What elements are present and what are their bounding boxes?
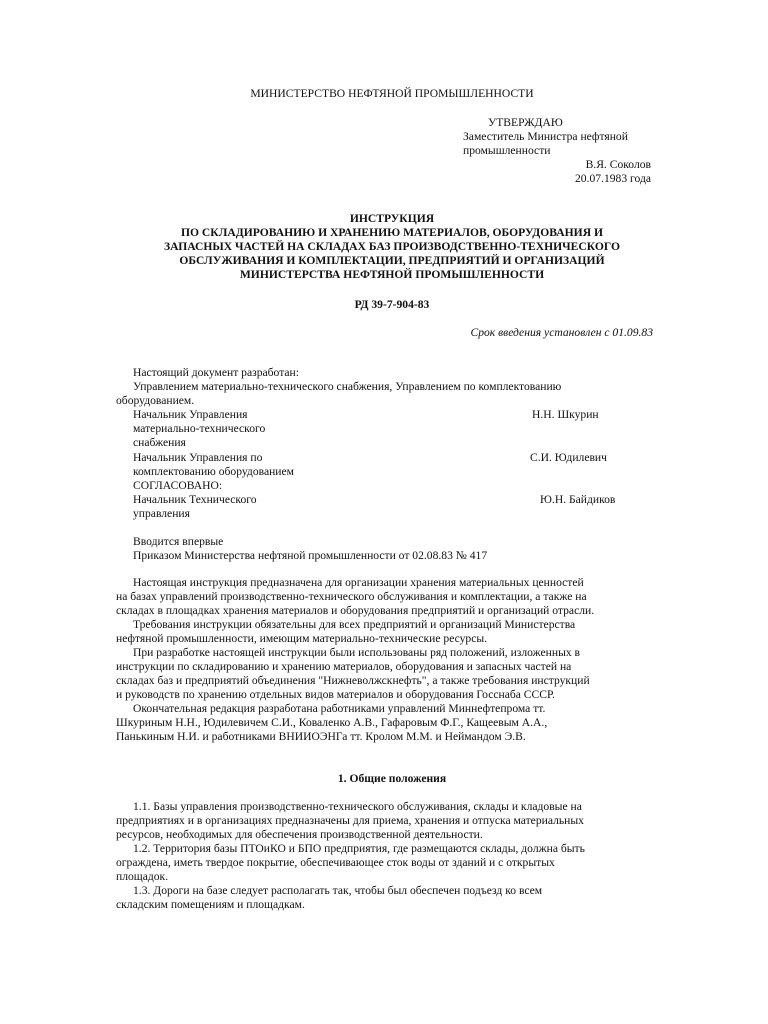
preamble-p1-l3: складах в площадках хранения материалов и оборудования предприятий и организаций отрасли.: [116, 604, 595, 617]
section-1-heading: 1. Общие положения: [337, 772, 447, 785]
developed-intro: Настоящий документ разработан:: [133, 366, 299, 379]
effective-date: Срок введения установлен с 01.09.83: [470, 326, 653, 339]
agreed-label: СОГЛАСОВАНО:: [133, 479, 223, 492]
signatory-1-line3: снабжения: [133, 436, 186, 449]
signatory-1-line2: материально-технического: [133, 422, 266, 435]
preamble-p1-l2: на базах управлений производственно-технического обслуживания и комплектации, а также на: [116, 590, 587, 603]
section-1-item2-l2: ограждена, иметь твердое покрытие, обеспечивающее сток воды от зданий и с открытых: [116, 856, 555, 869]
introduced-line1: Вводится впервые: [133, 535, 224, 548]
approval-position-line1: Заместитель Министра нефтяной: [463, 130, 628, 143]
signatory-3-line1: Начальник Технического: [133, 493, 257, 506]
section-1-item1-l2: предприятиях и в организациях предназначены для приема, хранения и отпуска материальных: [116, 814, 584, 827]
preamble-p3-l1: При разработке настоящей инструкции были использованы ряд положений, изложенных в: [133, 646, 581, 659]
signatory-2-name: С.И. Юдилевич: [530, 451, 607, 464]
preamble-p2-l2: нефтяной промышленности, имеющим материально-технические ресурсы.: [116, 632, 488, 645]
title-line-3: ЗАПАСНЫХ ЧАСТЕЙ НА СКЛАДАХ БАЗ ПРОИЗВОДСТВЕННО-ТЕХНИЧЕСКОГО: [164, 240, 620, 253]
developed-by-line2: оборудованием.: [116, 394, 195, 407]
title-line-1: ИНСТРУКЦИЯ: [349, 212, 435, 225]
title-line-2: ПО СКЛАДИРОВАНИЮ И ХРАНЕНИЮ МАТЕРИАЛОВ, ОБОРУДОВАНИЯ И: [181, 226, 603, 239]
preamble-p4-l2: Шкуриным Н.Н., Юдилевичем С.И., Коваленко А.В., Гафаровым Ф.Г., Кащеевым А.А.,: [116, 716, 548, 729]
approval-date: 20.07.1983 года: [574, 172, 651, 185]
approval-position-line2: промышленности: [463, 144, 551, 157]
developed-by-line1: Управлением материально-технического снабжения, Управлением по комплектованию: [133, 380, 562, 393]
approval-title: УТВЕРЖДАЮ: [488, 116, 563, 129]
signatory-2-line2: комплектованию оборудованием: [133, 465, 294, 478]
section-1-item1-l1: 1.1. Базы управления производственно-технического обслуживания, склады и кладовые на: [133, 800, 582, 813]
title-line-5: МИНИСТЕРСТВА НЕФТЯНОЙ ПРОМЫШЛЕННОСТИ: [239, 268, 545, 281]
preamble-p3-l2: инструкции по складированию и хранению материалов, оборудования и запасных частей на: [116, 660, 572, 673]
section-1-item3-l1: 1.3. Дороги на базе следует располагать так, чтобы был обеспечен подъезд ко всем: [133, 884, 543, 897]
signatory-1-line1: Начальник Управления: [133, 408, 248, 421]
preamble-p4-l1: Окончательная редакция разработана работниками управлений Миннефтепрома тт.: [133, 702, 546, 715]
document-code: РД 39-7-904-83: [354, 298, 430, 311]
preamble-p2-l1: Требования инструкции обязательны для всех предприятий и организаций Министерства: [133, 618, 576, 631]
signatory-3-line2: управления: [133, 507, 190, 520]
section-1-item2-l1: 1.2. Территория базы ПТОиКО и БПО предприятия, где размещаются склады, должна быть: [133, 842, 585, 855]
preamble-p4-l3: Панькиным Н.И. и работниками ВНИИОЭНГа тт. Кролом М.М. и Неймандом Э.В.: [116, 730, 526, 743]
section-1-item1-l3: ресурсов, необходимых для обеспечения производственной деятельности.: [116, 828, 483, 841]
ministry-header: МИНИСТЕРСТВО НЕФТЯНОЙ ПРОМЫШЛЕННОСТИ: [250, 87, 534, 100]
preamble-p3-l3: складах баз и предприятий объединения "Нижневолжскнефть", а также требования инструкций: [116, 674, 590, 687]
section-1-item2-l3: площадок.: [116, 870, 169, 883]
approval-name: В.Я. Соколов: [585, 158, 651, 171]
introduced-line2: Приказом Министерства нефтяной промышленности от 02.08.83 № 417: [133, 549, 488, 562]
section-1-item3-l2: складским помещениям и площадкам.: [116, 898, 305, 911]
preamble-p3-l4: и руководств по хранению отдельных видов материалов и оборудования Госснаба СССР.: [116, 688, 555, 701]
title-line-4: ОБСЛУЖИВАНИЯ И КОМПЛЕКТАЦИИ, ПРЕДПРИЯТИЙ И ОРГАНИЗАЦИЙ: [179, 254, 605, 267]
signatory-3-name: Ю.Н. Байдиков: [540, 493, 616, 506]
signatory-2-line1: Начальник Управления по: [133, 451, 263, 464]
signatory-1-name: Н.Н. Шкурин: [532, 408, 599, 421]
preamble-p1-l1: Настоящая инструкция предназначена для организации хранения материальных ценностей: [133, 576, 584, 589]
